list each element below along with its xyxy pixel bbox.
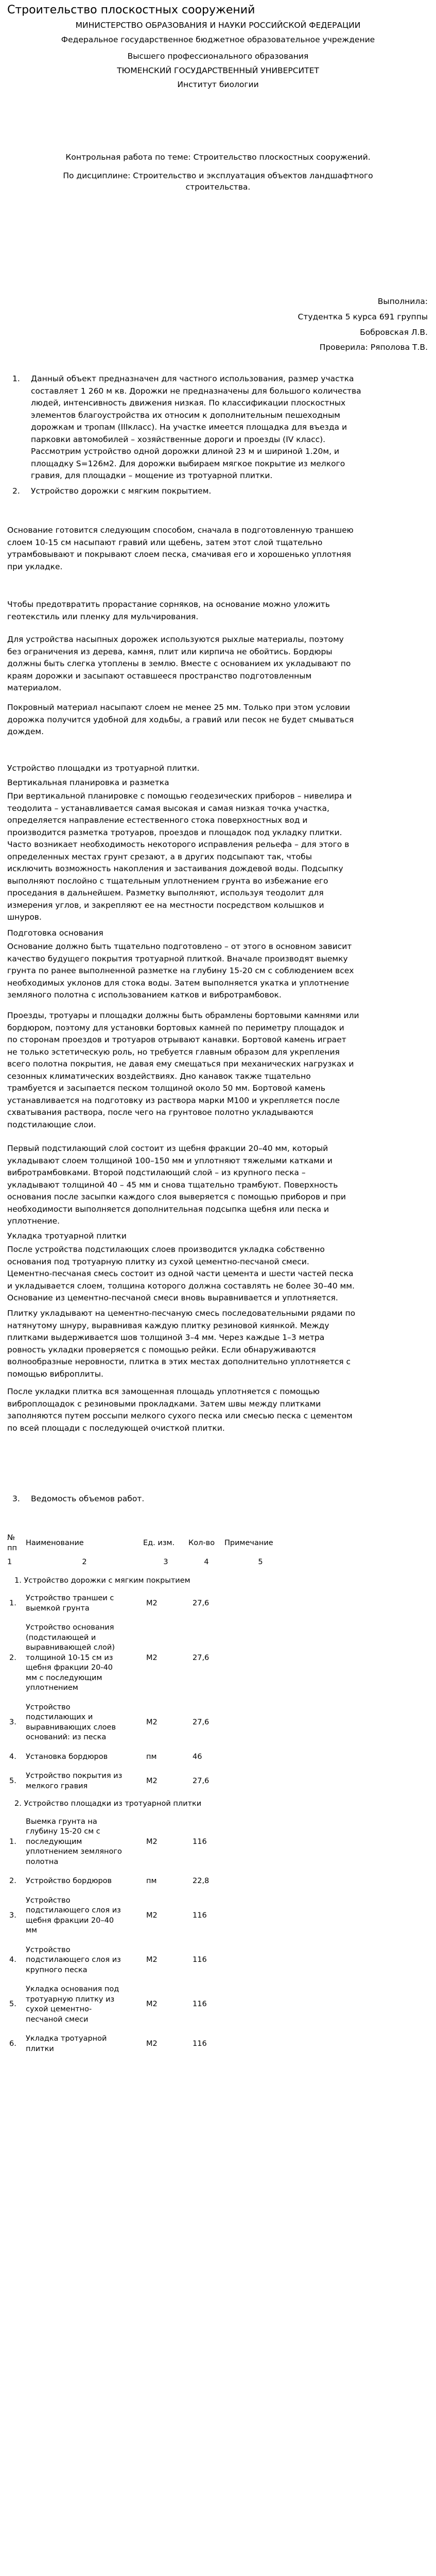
table-section-title: 1. Устройство дорожки с мягким покрытием <box>14 1576 190 1585</box>
row-unit: М2 <box>146 1837 158 1846</box>
row-number: 6. <box>9 2039 16 2048</box>
paragraph-line: виброплощадок с резиновыми прокладками. Затем швы между плитками <box>7 1399 321 1409</box>
row-note <box>224 1891 297 1941</box>
row-name-line: глубину 15-20 см с <box>26 1827 100 1836</box>
paragraph-line: Плитку укладывают на цементно-песчаную смесь последовательными рядами по <box>7 1309 356 1318</box>
signature-line: Студентка 5 курса 691 группы <box>298 312 428 321</box>
table-row <box>7 2029 297 2059</box>
row-quantity: 116 <box>193 1956 207 1964</box>
paragraph-line: теодолита – устанавливается самая высокая и самая низкая точка участка, <box>7 803 329 813</box>
paragraph-line: При вертикальной планировке с помощью геодезических приборов – нивелира и <box>7 791 352 801</box>
table-section-row <box>7 1796 297 1812</box>
paragraph-line: по сторонам проездов и тротуаров отрывают канавки. Бортовой камень играет <box>7 1035 346 1044</box>
row-name-line: песчаной смеси <box>26 2015 89 2024</box>
column-header: № пп <box>7 1534 17 1552</box>
row-note <box>224 1872 297 1891</box>
table-row <box>7 1891 297 1941</box>
paragraph-line: плитками выдерживается шов толщиной 3–4 мм. Через каждые 1–3 метра <box>7 1333 325 1342</box>
row-name-line: полотна <box>26 1857 59 1866</box>
section1-line: Рассмотрим устройство одной дорожки длиной 23 м и шириной 1.20м, и <box>31 447 340 456</box>
row-name-line: подстилающего слоя из <box>26 1906 121 1914</box>
column-number: 4 <box>204 1558 209 1566</box>
row-note <box>224 1941 297 1980</box>
row-name <box>26 1767 143 1796</box>
column-number: 2 <box>82 1558 87 1566</box>
paragraph-line: Проезды, тротуары и площадки должны быть обрамлены бортовыми камнями или <box>7 1011 359 1020</box>
subsection-heading: Подготовка основания <box>7 928 103 938</box>
row-name-line: плитки <box>26 2044 54 2053</box>
row-name-line: уплотнением <box>26 1684 78 1692</box>
paragraph-line: необходимости выполняется дополнительная подсыпка щебня или песка и <box>7 1204 329 1214</box>
subsection-heading: Вертикальная планировка и разметка <box>7 778 169 787</box>
row-name-line: Устройство основания <box>26 1623 114 1632</box>
paragraph-line: волнообразные неровности, плитка в этих местах дополнительно уплотняется с <box>7 1357 351 1366</box>
paragraph-line: Основание из цементно-песчаной смеси вновь выравнивается и уплотняется. <box>7 1293 338 1302</box>
paragraph-line: дождем. <box>7 727 44 736</box>
paragraph-line: трамбуется и засыпается песком толщиной около 50 мм. Бортовой камень <box>7 1083 325 1093</box>
table-row <box>7 1589 297 1618</box>
row-note <box>224 1812 297 1872</box>
row-name <box>26 1891 143 1941</box>
row-name <box>26 2029 143 2059</box>
paragraph-line: основания после засыпки каждого слоя выверяется с помощью приборов и при <box>7 1192 346 1201</box>
row-number: 4. <box>9 1956 16 1964</box>
row-name-line: последующим <box>26 1837 82 1846</box>
row-name-line: Устройство <box>26 1703 71 1711</box>
paragraph-line: качество будущего покрытия тротуарной плиткой. Вначале производят выемку <box>7 954 348 963</box>
row-number: 5. <box>9 1776 16 1785</box>
paragraph-line: основания под тротуарную плитку из сухой цементно-песчаной смеси. <box>7 1257 309 1266</box>
row-note <box>224 1980 297 2029</box>
paragraph-line: производится разметка тротуаров, проездов и площадок под укладку плитки. <box>7 827 342 837</box>
signature-line: Выполнила: <box>377 297 428 306</box>
row-number: 5. <box>9 2000 16 2009</box>
row-name <box>26 1698 143 1748</box>
row-name-line: выравнивающих слоев <box>26 1723 116 1732</box>
row-note <box>224 2029 297 2059</box>
row-note <box>224 1767 297 1796</box>
paragraph-line: подстилающие слои. <box>7 1120 96 1129</box>
table-header-row <box>7 1533 297 1553</box>
row-name-line: Устройство бордюров <box>26 1877 112 1885</box>
paragraph-line: дорожка получится удобной для ходьбы, а гравий или песок не будет смываться <box>7 715 354 724</box>
signature-line: Проверила: Ряполова Т.В. <box>319 343 428 352</box>
row-name-line: подстилающего слоя из <box>26 1956 121 1964</box>
row-number: 1. <box>9 1837 16 1846</box>
paragraph-line: помощью виброплиты. <box>7 1369 103 1379</box>
paragraph-line: утрамбовывают и покрывают слоем песка, смачивая его и хорошенько уплотняя <box>7 550 352 559</box>
paragraph-line: Чтобы предотвратить прорастание сорняков, на основание можно уложить <box>7 600 330 609</box>
paragraph-line: устанавливается на подготовку из раствора марки М100 и укрепляется после <box>7 1095 340 1105</box>
row-name-line: щебня фракции 20–40 <box>26 1916 114 1925</box>
column-header: Кол-во <box>188 1538 215 1547</box>
paragraph-line: заполняются путем россыпи мелкого сухого песка или смесью песка с цементом <box>7 1411 353 1420</box>
paragraph-line: Цементно-песчаная смесь состоит из одной части цемента и шести частей песка <box>7 1269 354 1278</box>
section1-line: дорожкам и тропам (IIIкласс). На участке имеется площадка для въезда и <box>31 422 347 432</box>
row-name-line: оснований: из песка <box>26 1733 107 1741</box>
paragraph-line: Для устройства насыпных дорожек используются рыхлые материалы, поэтому <box>7 635 344 644</box>
section-heading: Ведомость объемов работ. <box>31 1494 145 1503</box>
row-number: 2. <box>9 1653 16 1662</box>
column-header: Примечание <box>224 1538 273 1547</box>
paragraph-line: краям дорожки и засыпают оставшееся пространство подготовленным <box>7 671 312 681</box>
paragraph-line: определенных местах грунт срезают, а в других подсыпают так, чтобы <box>7 852 312 861</box>
subject-line: Контрольная работа по теме: Строительство плоскостных сооружений. <box>65 152 371 162</box>
row-note <box>224 1748 297 1767</box>
row-name-line: уплотнением земляного <box>26 1848 122 1856</box>
row-name-line: Выемка грунта на <box>26 1817 97 1826</box>
row-unit: М2 <box>146 1653 158 1662</box>
row-unit: М2 <box>146 1718 158 1726</box>
paragraph-line: измерения углов, и закрепляют ее на местности посредством колышков и <box>7 900 324 910</box>
paragraph-line: укладывают толщиной 40 – 45 мм и снова тщательно трамбуют. Поверхность <box>7 1180 338 1190</box>
row-name-line: крупного песка <box>26 1965 88 1974</box>
section1-line: гравия, для площадки – мощение из тротуарной плитки. <box>31 471 273 480</box>
signature-line: Бобровская Л.В. <box>360 328 428 337</box>
section-number: 1. <box>12 374 20 383</box>
row-name-line: Укладка тротуарной <box>26 2035 107 2043</box>
paragraph-line: по всей площади с последующей очисткой плитки. <box>7 1423 225 1433</box>
row-quantity: 27,6 <box>193 1776 210 1785</box>
header-line: Высшего профессионального образования <box>127 52 309 61</box>
row-name <box>26 1872 143 1891</box>
row-name-line: Устройство <box>26 1896 71 1905</box>
column-number: 3 <box>163 1558 168 1566</box>
paragraph-line: Первый подстилающий слой состоит из щебня фракции 20–40 мм, который <box>7 1144 328 1153</box>
document-title: Строительство плоскостных сооружений <box>7 4 255 16</box>
paragraph-line: без ограничения из дерева, камня, плит или кирпича не обойтись. Бордюры <box>7 647 333 656</box>
row-unit: М2 <box>146 1911 158 1920</box>
row-name-line: Укладка основания под <box>26 1985 119 1993</box>
paragraph-line: проседания в дальнейшем. Разметку выполняют, используя теодолит для <box>7 888 324 897</box>
row-number: 4. <box>9 1752 16 1761</box>
table-row <box>7 1812 297 1872</box>
paragraph-line: уплотнение. <box>7 1216 60 1226</box>
header-line: Институт биологии <box>177 80 259 89</box>
header-line: МИНИСТЕРСТВО ОБРАЗОВАНИЯ И НАУКИ РОССИЙСКОЙ ФЕДЕРАЦИИ <box>75 21 361 30</box>
row-name <box>26 1941 143 1980</box>
paragraph-line: должны быть слегка утоплены в землю. Вместе с основанием их укладывают по <box>7 659 351 668</box>
paragraph-line: схватывания раствора, после чего на грунтовое полотно укладываются <box>7 1108 313 1117</box>
table-row <box>7 1767 297 1796</box>
row-name-line: мм с последующим <box>26 1673 102 1682</box>
row-quantity: 27,6 <box>193 1599 210 1607</box>
column-number: 5 <box>258 1558 263 1566</box>
row-name-line: выемкой грунта <box>26 1604 90 1613</box>
row-name-line: тротуарную плитку из <box>26 1995 115 2004</box>
row-quantity: 27,6 <box>193 1653 210 1662</box>
row-name-line: Устройство покрытия из <box>26 1772 123 1780</box>
table-row <box>7 1748 297 1767</box>
subject-line: строительства. <box>185 182 251 192</box>
column-number: 1 <box>7 1558 12 1566</box>
section1-line: площадку S=126м2. Для дорожки выбираем мягкое покрытие из мелкого <box>31 459 345 468</box>
volume-table <box>7 1533 297 2059</box>
row-quantity: 27,6 <box>193 1718 210 1726</box>
paragraph-line: земляного полотна с использованием катков и вибротрамбовок. <box>7 990 282 999</box>
subsection-heading: Устройство площадки из тротуарной плитки. <box>7 764 200 773</box>
table-row <box>7 1618 297 1698</box>
row-note <box>224 1698 297 1748</box>
paragraph-line: всего полотна покрытия, не давая ему смещаться при механических нагрузках и <box>7 1059 354 1069</box>
paragraph-line: слоем 10-15 см насыпают гравий или щебень, затем этот слой тщательно <box>7 537 323 547</box>
row-number: 3. <box>9 1911 16 1920</box>
row-name-line: (подстилающей и <box>26 1633 96 1642</box>
row-unit: пм <box>146 1752 157 1761</box>
row-name <box>26 1618 143 1698</box>
paragraph-line: вибротрамбовками. Второй подстилающий слой – из крупного песка – <box>7 1168 306 1177</box>
paragraph-line: материалом. <box>7 683 62 692</box>
section1-line: людей, интенсивность движения низкая. По классификации плоскостных <box>31 398 346 408</box>
paragraph-line: бордюром, поэтому для установки бортовых камней по периметру площадок и <box>7 1023 344 1032</box>
paragraph-line: исключить возможность накопления и застаивания дождевой воды. Подсыпку <box>7 864 343 873</box>
row-unit: пм <box>146 1877 157 1885</box>
paragraph-line: выполняют послойно с тщательным уплотнением грунта во избежание его <box>7 876 328 886</box>
paragraph-line: сезонных климатических воздействиях. Дно канавок также тщательно <box>7 1071 311 1081</box>
row-name-line: мелкого гравия <box>26 1782 88 1790</box>
table-row <box>7 1941 297 1980</box>
subsection-heading: Укладка тротуарной плитки <box>7 1231 127 1241</box>
row-quantity: 116 <box>193 2039 207 2048</box>
paragraph-line: грунта по ранее выполненной разметке на глубину 15-20 см с соблюдением всех <box>7 966 354 975</box>
paragraph-line: После устройства подстилающих слоев производится укладка собственно <box>7 1245 325 1254</box>
paragraph-line: Основание должно быть тщательно подготовлено – от этого в основном зависит <box>7 942 352 951</box>
row-name <box>26 1812 143 1872</box>
table-colnum-row <box>7 1553 297 1573</box>
section-heading: Устройство дорожки с мягким покрытием. <box>31 486 212 496</box>
section1-line: Данный объект предназначен для частного использования, размер участка <box>31 374 354 383</box>
paragraph-line: натянутому шнуру, выравнивая каждую плитку резиновой киянкой. Между <box>7 1320 329 1330</box>
paragraph-line: укладывают слоем толщиной 100–150 мм и уплотняют тяжелыми катками и <box>7 1156 333 1165</box>
section1-line: элементов благоустройства их относим к дополнительным пешеходным <box>31 410 340 420</box>
row-unit: М2 <box>146 2000 158 2009</box>
section1-line: парковки автомобилей – хозяйственные дороги и проезды (IV класс). <box>31 434 326 444</box>
paragraph-line: После укладки плитка вся замощенная площадь уплотняется с помощью <box>7 1387 320 1396</box>
paragraph-line: шнуров. <box>7 912 42 922</box>
row-unit: М2 <box>146 2039 158 2048</box>
row-quantity: 116 <box>193 1837 207 1846</box>
table-section-row <box>7 1573 297 1589</box>
table-row <box>7 1698 297 1748</box>
row-unit: М2 <box>146 1599 158 1607</box>
row-unit: М2 <box>146 1956 158 1964</box>
table-row <box>7 1980 297 2029</box>
row-quantity: 46 <box>193 1752 202 1761</box>
header-line: ТЮМЕНСКИЙ ГОСУДАРСТВЕННЫЙ УНИВЕРСИТЕТ <box>117 66 319 75</box>
header-line: Федеральное государственное бюджетное образовательное учреждение <box>61 35 375 44</box>
row-name-line: щебня фракции 20-40 <box>26 1664 113 1672</box>
row-name-line: Устройство траншеи с <box>26 1594 114 1602</box>
row-name-line: мм <box>26 1926 37 1935</box>
paragraph-line: не только эстетическую роль, но требуется главным образом для укрепления <box>7 1047 340 1057</box>
row-name-line: сухой цементно- <box>26 2005 92 2013</box>
row-number: 2. <box>9 1877 16 1885</box>
section-number: 3. <box>12 1494 20 1503</box>
subject-line: По дисциплине: Строительство и эксплуатация объектов ландшафтного <box>63 171 373 180</box>
row-unit: М2 <box>146 1776 158 1785</box>
paragraph-line: Покровный материал насыпают слоем не менее 25 мм. Только при этом условии <box>7 703 351 712</box>
paragraph-line: необходимых уклонов для стока воды. Затем выполняется укатка и уплотнение <box>7 978 350 988</box>
paragraph-line: и укладывается слоем, толщина которого должна составлять не более 30–40 мм. <box>7 1281 355 1291</box>
row-name-line: Установка бордюров <box>26 1752 108 1761</box>
paragraph-line: Основание готовится следующим способом, сначала в подготовленную траншею <box>7 526 354 535</box>
paragraph-line: определяется направление естественного стока поверхностных вод и <box>7 816 308 825</box>
row-quantity: 22,8 <box>193 1877 210 1885</box>
paragraph-line: ровность укладки проверяется с помощью рейки. Если обнаруживаются <box>7 1345 316 1354</box>
row-note <box>224 1589 297 1618</box>
section-number: 2. <box>12 486 20 496</box>
paragraph-line: при укладке. <box>7 562 63 571</box>
row-name-line: подстилающих и <box>26 1713 93 1721</box>
column-header: Ед. изм. <box>143 1538 175 1547</box>
row-name-line: выравнивающей слой) <box>26 1643 115 1652</box>
row-number: 3. <box>9 1718 16 1726</box>
table-section-title: 2. Устройство площадки из тротуарной плитки <box>14 1800 202 1808</box>
column-header: Наименование <box>26 1538 84 1547</box>
row-name <box>26 1589 143 1618</box>
row-name-line: Устройство <box>26 1945 71 1954</box>
paragraph-line: геотекстиль или пленку для мульчирования. <box>7 612 199 621</box>
table-row <box>7 1872 297 1891</box>
row-quantity: 116 <box>193 2000 207 2009</box>
row-note <box>224 1618 297 1698</box>
section1-line: составляет 1 260 м кв. Дорожки не предназначены для большого количества <box>31 386 361 396</box>
row-quantity: 116 <box>193 1911 207 1920</box>
row-number: 1. <box>9 1599 16 1607</box>
row-name <box>26 1748 143 1767</box>
row-name-line: толщиной 10-15 см из <box>26 1653 113 1662</box>
paragraph-line: Часто возникает необходимость некоторого исправления рельефа – для этого в <box>7 840 350 849</box>
row-name <box>26 1980 143 2029</box>
